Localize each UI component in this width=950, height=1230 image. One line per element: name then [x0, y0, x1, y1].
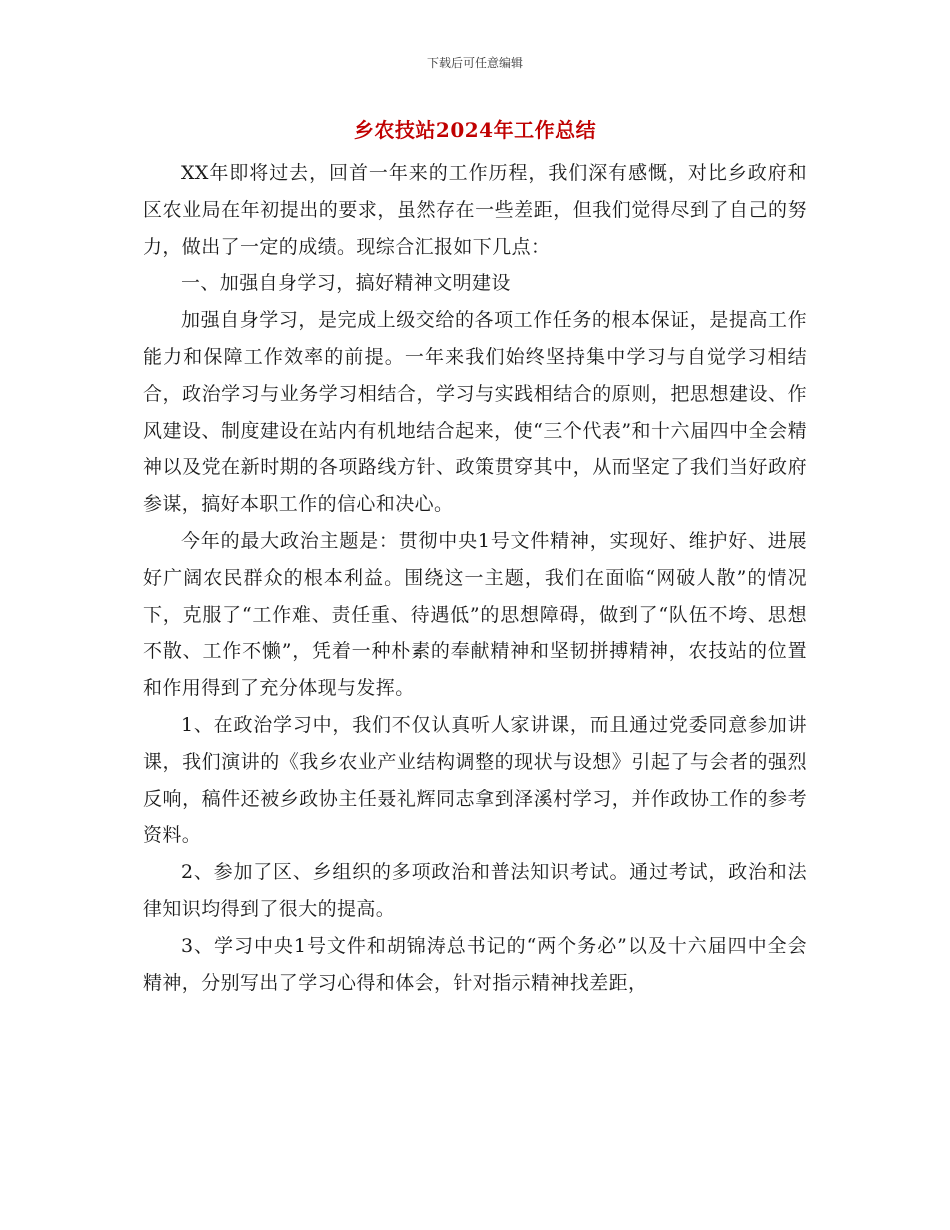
paragraph-item-3: 3、学习中央1号文件和胡锦涛总书记的“两个务必”以及十六届四中全会精神，分别写出了学习心得和体会，针对指示精神找差距， — [143, 934, 807, 994]
document-title: 乡农技站2024年工作总结 — [353, 118, 597, 142]
document-body — [143, 155, 807, 1001]
paragraph-intro: XX年即将过去，回首一年来的工作历程，我们深有感慨，对比乡政府和区农业局在年初提出的要求，虽然存在一些差距，但我们觉得尽到了自己的努力，做出了一定的成绩。现综合汇报如下几点： — [143, 162, 807, 258]
section-heading-1: 一、加强自身学习，搞好精神文明建设 — [181, 272, 511, 295]
paragraph-item-1: 1、在政治学习中，我们不仅认真听人家讲课，而且通过党委同意参加讲课，我们演讲的《我乡农业产业结构调整的现状与设想》引起了与会者的强烈反响，稿件还被乡政协主任聂礼辉同志拿到泽溪村学习，并作政协工作的参考资料。 — [143, 713, 807, 847]
paragraph-study: 加强自身学习，是完成上级交给的各项工作任务的根本保证，是提高工作能力和保障工作效率的前提。一年来我们始终坚持集中学习与自觉学习相结合，政治学习与业务学习相结合，学习与实践相结合的原则，把思想建设、作风建设、制度建设在站内有机地结合起来，使“三个代表”和十六届四中全会精神以及党在新时期的各项路线方针、政策贯穿其中，从而坚定了我们当好政府参谋，搞好本职工作的信心和决心。 — [143, 309, 807, 516]
paragraph-item-2: 2、参加了区、乡组织的多项政治和普法知识考试。通过考试，政治和法律知识均得到了很大的提高。 — [143, 861, 807, 920]
paragraph-theme: 今年的最大政治主题是：贯彻中央1号文件精神，实现好、维护好、进展好广阔农民群众的根本利益。围绕这一主题，我们在面临“网破人散”的情况下，克服了“工作难、责任重、待遇低”的思想障碍，做到了“队伍不垮、思想不散、工作不懒”，凭着一种朴素的奉献精神和坚韧拼搏精神，农技站的位置和作用得到了充分体现与发挥。 — [143, 529, 807, 700]
page-header: 下载后可任意编辑 — [426, 56, 523, 70]
